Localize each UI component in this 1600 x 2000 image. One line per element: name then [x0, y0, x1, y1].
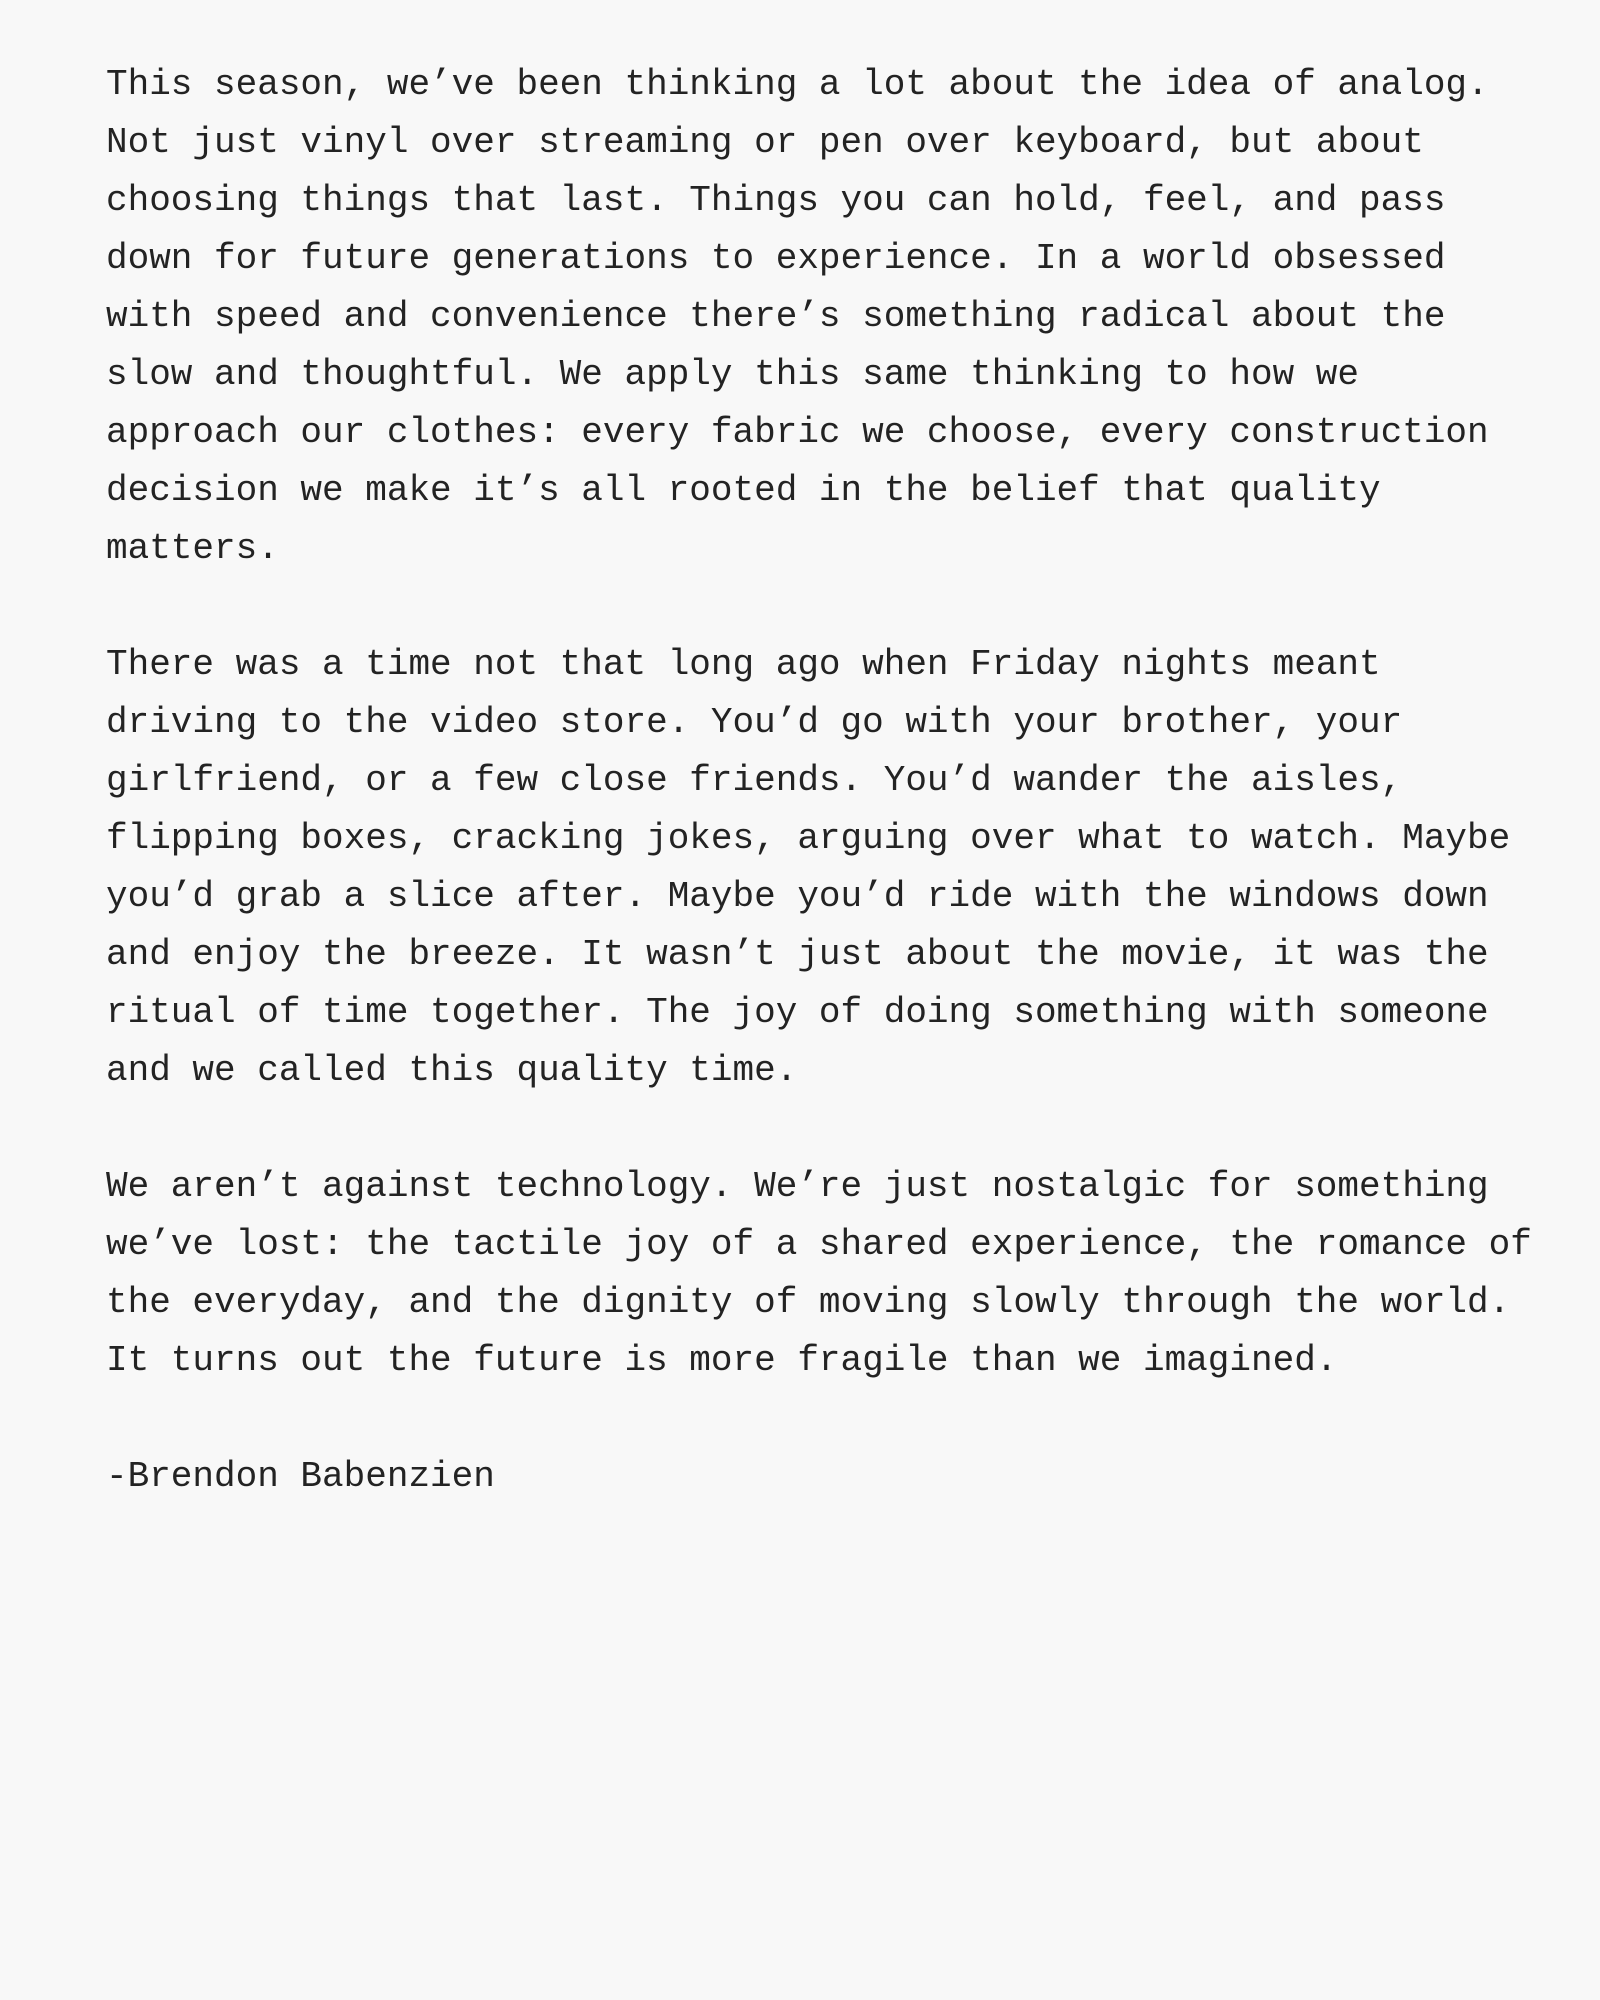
text-line: flipping boxes, cracking jokes, arguing over what to watch. Maybe: [106, 818, 1511, 859]
paragraph-analog: [106, 56, 1600, 578]
text-line: It turns out the future is more fragile than we imagined.: [106, 1340, 1338, 1381]
text-line: We aren’t against technology. We’re just nostalgic for something: [106, 1166, 1489, 1207]
author-signature: -Brendon Babenzien: [106, 1456, 495, 1497]
text-line: approach our clothes: every fabric we choose, every construction: [106, 412, 1489, 453]
text-line: This season, we’ve been thinking a lot about the idea of analog.: [106, 64, 1489, 105]
paragraph-technology: [106, 1158, 1600, 1390]
text-line: matters.: [106, 528, 279, 569]
text-line: choosing things that last. Things you can hold, feel, and pass: [106, 180, 1446, 221]
text-line: and we called this quality time.: [106, 1050, 798, 1091]
text-line: driving to the video store. You’d go with your brother, your: [106, 702, 1403, 743]
text-line: and enjoy the breeze. It wasn’t just about the movie, it was the: [106, 934, 1489, 975]
text-line: the everyday, and the dignity of moving slowly through the world.: [106, 1282, 1511, 1323]
text-line: slow and thoughtful. We apply this same thinking to how we: [106, 354, 1360, 395]
text-line: down for future generations to experience. In a world obsessed: [106, 238, 1446, 279]
text-line: with speed and convenience there’s something radical about the: [106, 296, 1446, 337]
paragraph-video-store: [106, 636, 1600, 1100]
text-line: There was a time not that long ago when Friday nights meant: [106, 644, 1381, 685]
text-line: decision we make it’s all rooted in the belief that quality: [106, 470, 1381, 511]
text-line: ritual of time together. The joy of doing something with someone: [106, 992, 1489, 1033]
text-line: girlfriend, or a few close friends. You’d wander the aisles,: [106, 760, 1403, 801]
text-line: you’d grab a slice after. Maybe you’d ride with the windows down: [106, 876, 1489, 917]
text-line: we’ve lost: the tactile joy of a shared experience, the romance of: [106, 1224, 1532, 1265]
text-line: Not just vinyl over streaming or pen over keyboard, but about: [106, 122, 1424, 163]
